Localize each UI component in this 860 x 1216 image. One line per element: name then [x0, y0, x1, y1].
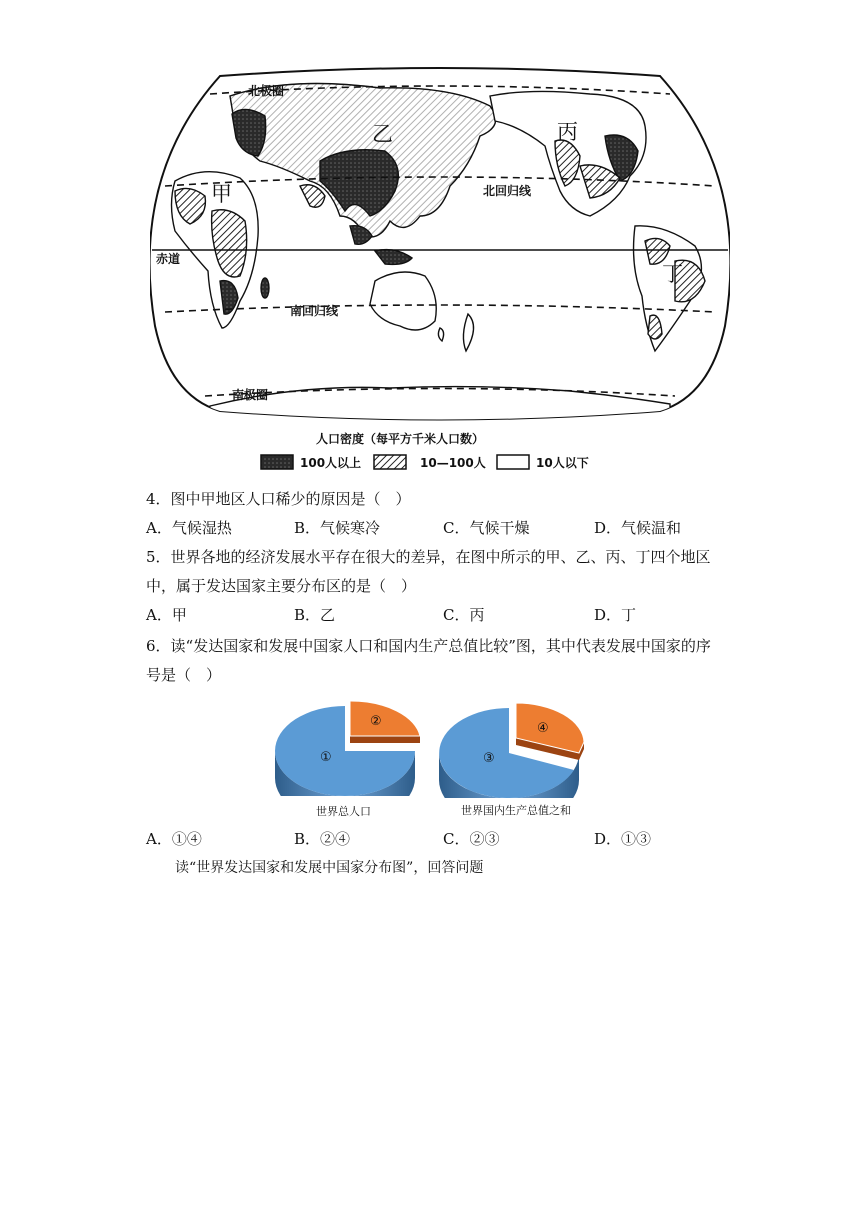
- question-6-stem-line1: 6．读“发达国家和发展中国家人口和国内生产总值比较”图，其中代表发展中国家的序: [146, 637, 711, 655]
- question-4-option-b[interactable]: B．气候寒冷: [294, 519, 381, 537]
- region-yi-label: 乙: [372, 122, 393, 146]
- pie1-caption: 世界总人口: [316, 805, 371, 818]
- legend-label-hatch: 10—100人: [420, 456, 486, 470]
- pie2-caption: 世界国内生产总值之和: [461, 804, 571, 817]
- pie1-label-small: ②: [370, 714, 382, 729]
- world-population-density-map: [150, 66, 730, 478]
- legend-swatch-hatch: [373, 454, 407, 470]
- region-bing-label: 丙: [557, 120, 578, 144]
- equator-label: 赤道: [156, 252, 181, 266]
- question-4-stem: 4．图中甲地区人口稀少的原因是（ ）: [146, 490, 411, 508]
- question-4-option-a[interactable]: A．气候湿热: [146, 519, 232, 537]
- pie-chart-population: [270, 696, 430, 796]
- question-5-option-c[interactable]: C．丙: [443, 606, 485, 624]
- question-5-option-b[interactable]: B．乙: [294, 606, 336, 624]
- tropic-capricorn-label: 南回归线: [290, 304, 339, 318]
- pie-chart-gdp: [434, 698, 594, 798]
- pie1-label-large: ①: [320, 750, 332, 765]
- region-jia-label: 甲: [211, 182, 232, 206]
- legend-swatch-dense: [260, 454, 294, 470]
- question-6-option-b[interactable]: B．②④: [294, 830, 351, 848]
- question-6-option-d[interactable]: D．①③: [594, 830, 652, 848]
- legend-swatch-sparse: [496, 454, 530, 470]
- pie2-label-large: ③: [483, 751, 495, 766]
- pie1-slice-small: [350, 701, 420, 736]
- legend-title: 人口密度（每平方千米人口数）: [316, 432, 485, 446]
- region-ding-label: 丁: [662, 262, 683, 286]
- question-5-stem-line1: 5．世界各地的经济发展水平存在很大的差异，在图中所示的甲、乙、丙、丁四个地区: [146, 548, 711, 566]
- question-5-option-a[interactable]: A．甲: [146, 606, 187, 624]
- legend: [260, 453, 620, 473]
- tropic-cancer-label: 北回归线: [483, 184, 532, 198]
- antarctic-circle-label: 南极圈: [232, 388, 269, 402]
- question-4-option-c[interactable]: C．气候干燥: [443, 519, 530, 537]
- question-6-stem-line2: 号是（ ）: [146, 666, 222, 684]
- pie2-label-small: ④: [537, 721, 549, 736]
- arctic-circle-label: 北极圈: [248, 84, 285, 98]
- question-5-stem-line2: 中，属于发达国家主要分布区的是（ ）: [146, 577, 417, 595]
- legend-label-sparse: 10人以下: [536, 456, 589, 470]
- footer-instruction: 读“世界发达国家和发展中国家分布图”，回答问题: [175, 860, 484, 876]
- question-6-option-a[interactable]: A．①④: [146, 830, 202, 848]
- legend-label-dense: 100人以上: [300, 456, 362, 470]
- question-5-option-d[interactable]: D．丁: [594, 606, 637, 624]
- question-4-option-d[interactable]: D．气候温和: [594, 519, 682, 537]
- question-6-option-c[interactable]: C．②③: [443, 830, 500, 848]
